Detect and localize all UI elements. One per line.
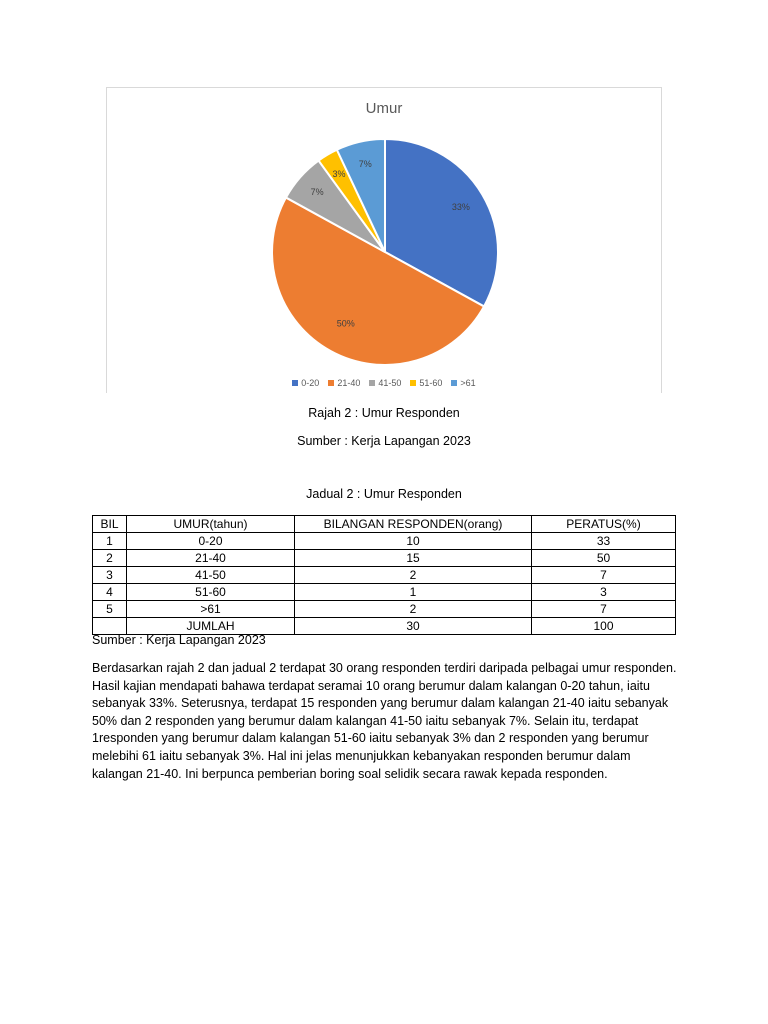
- table-row: [93, 584, 676, 601]
- legend-swatch: [292, 380, 298, 386]
- chart-title: Umur: [365, 100, 403, 117]
- cell-bil: 3: [93, 567, 127, 584]
- cell-bilangan: 1: [295, 584, 532, 601]
- legend-item: [410, 378, 442, 388]
- legend-item: [292, 378, 319, 388]
- legend-label: >61: [460, 378, 476, 388]
- pie-data-label: 7%: [358, 158, 372, 169]
- total-label: JUMLAH: [127, 618, 295, 635]
- cell-peratus: 7: [532, 601, 676, 618]
- header-umur: UMUR(tahun): [127, 516, 295, 533]
- legend-item: [328, 378, 360, 388]
- cell-umur: 41-50: [127, 567, 295, 584]
- table-caption: Jadual 2 : Umur Responden: [306, 487, 462, 501]
- legend-swatch: [369, 380, 375, 386]
- pie-chart: [106, 87, 662, 393]
- cell-bilangan: 2: [295, 567, 532, 584]
- cell-peratus: 50: [532, 550, 676, 567]
- cell-bil: 1: [93, 533, 127, 550]
- cell-umur: 0-20: [127, 533, 295, 550]
- header-peratus: PERATUS(%): [532, 516, 676, 533]
- legend-swatch: [328, 380, 334, 386]
- table-source: Sumber : Kerja Lapangan 2023: [92, 633, 266, 647]
- table-row: [93, 567, 676, 584]
- legend-label: 51-60: [419, 378, 443, 388]
- cell-umur: 51-60: [127, 584, 295, 601]
- cell-umur: 21-40: [127, 550, 295, 567]
- table-header-row: [93, 516, 676, 533]
- figure-source: Sumber : Kerja Lapangan 2023: [297, 434, 471, 448]
- pie-data-label: 50%: [336, 318, 355, 329]
- pie-data-label: 33%: [451, 202, 470, 213]
- cell-bil: 2: [93, 550, 127, 567]
- body-paragraph: Berdasarkan rajah 2 dan jadual 2 terdapat 30 orang responden terdiri daripada pelbagai umur responden. Hasil kajian mendapati bahawa terdapat seramai 10 orang berumur dalam kalangan 0-20 tahun, iaitu sebanyak 33%. Seterusnya, terdapat 15 responden yang berumur dalam kalangan 21-40 iaitu sebanyak 50% dan 2 responden yang berumur dalam kalangan 41-50 iaitu sebanyak 7%. Selain itu, terdapat 1responden yang berumur dalam kalangan 51-60 iaitu sebanyak 3% dan 2 responden yang berumur melebihi 61 iaitu sebanyak 3%. Hal ini jelas menunjukkan kebanyakan responden berumur dalam kalangan 21-40. Ini berpuncа pemberian boring soal selidik secara rawak kepada responden.: [92, 661, 677, 781]
- legend-item: [369, 378, 401, 388]
- pie-data-label: 7%: [310, 187, 324, 198]
- total-count: 30: [295, 618, 532, 635]
- table-total-row: [93, 618, 676, 635]
- pie-data-label: 3%: [332, 169, 346, 180]
- cell-peratus: 7: [532, 567, 676, 584]
- table-row: [93, 601, 676, 618]
- legend-swatch: [451, 380, 457, 386]
- legend-swatch: [410, 380, 416, 386]
- header-bilangan: BILANGAN RESPONDEN(orang): [295, 516, 532, 533]
- cell-umur: >61: [127, 601, 295, 618]
- cell-bilangan: 10: [295, 533, 532, 550]
- pie-chart-canvas: [107, 88, 663, 394]
- header-bil: BIL: [93, 516, 127, 533]
- cell-bil: 4: [93, 584, 127, 601]
- legend-label: 0-20: [301, 378, 320, 388]
- figure-caption: Rajah 2 : Umur Responden: [308, 406, 460, 420]
- total-percent: 100: [532, 618, 676, 635]
- chart-legend: [107, 378, 661, 388]
- legend-label: 41-50: [378, 378, 402, 388]
- cell-peratus: 33: [532, 533, 676, 550]
- cell-bilangan: 15: [295, 550, 532, 567]
- cell-peratus: 3: [532, 584, 676, 601]
- cell-bil: 5: [93, 601, 127, 618]
- table-row: [93, 533, 676, 550]
- table-row: [93, 550, 676, 567]
- legend-item: [451, 378, 475, 388]
- total-empty-cell: [93, 618, 127, 635]
- data-table: [92, 515, 676, 635]
- cell-bilangan: 2: [295, 601, 532, 618]
- legend-label: 21-40: [337, 378, 361, 388]
